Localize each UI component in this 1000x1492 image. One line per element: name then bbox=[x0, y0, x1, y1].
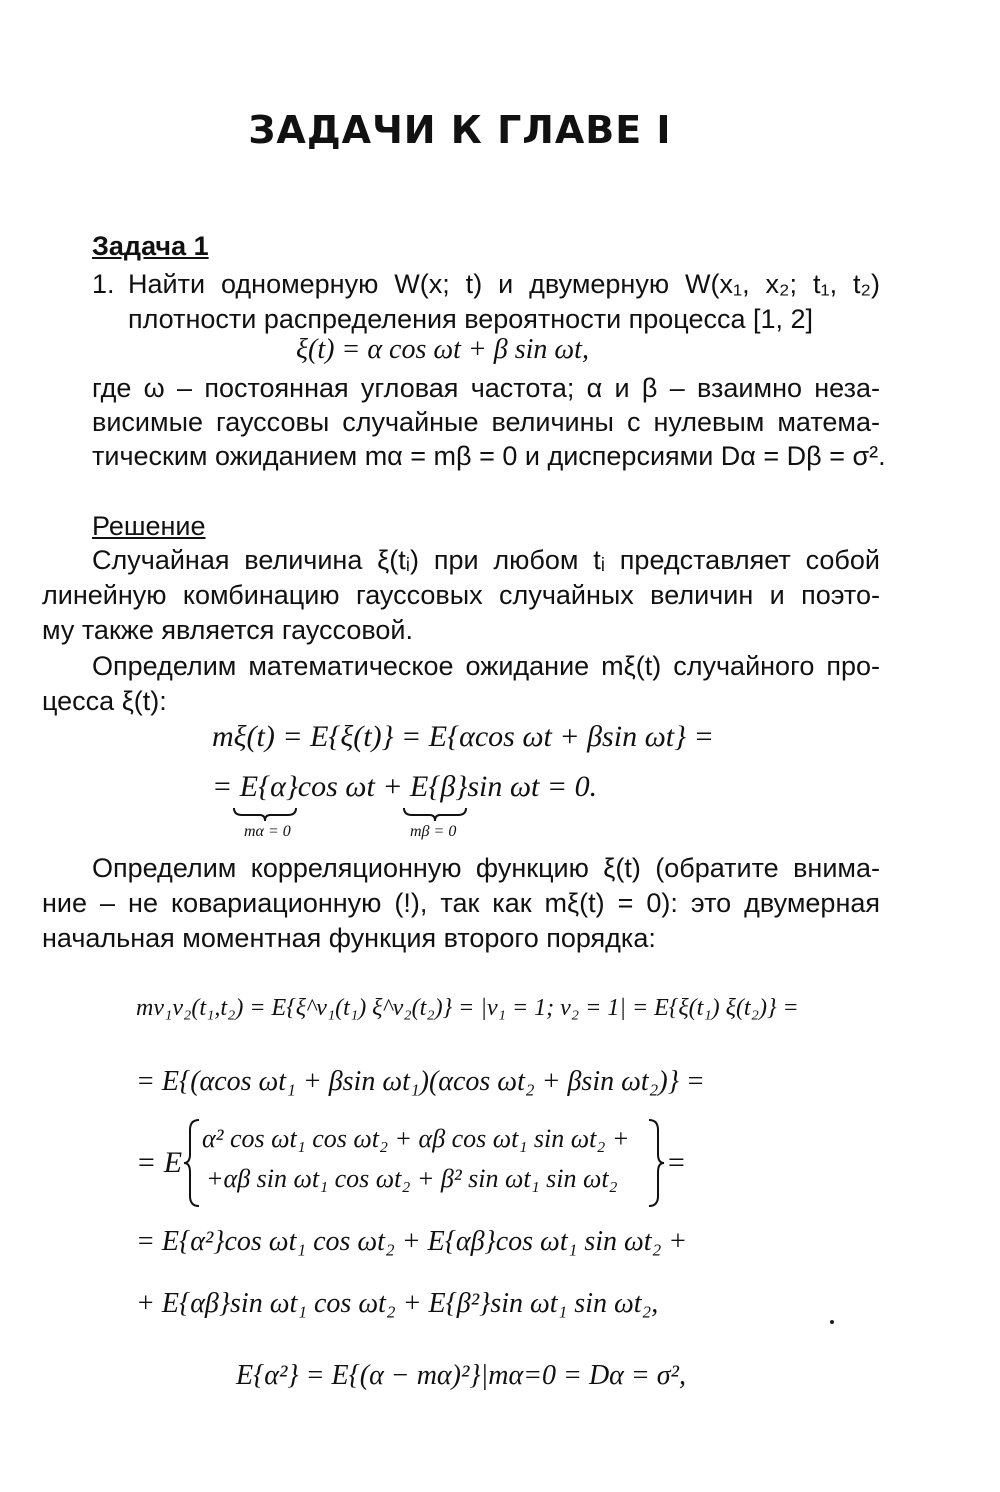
solution-heading: Решение bbox=[92, 511, 206, 541]
corr-equation-3-suffix: = bbox=[666, 1146, 687, 1179]
variance-equation: E{α²} = E{(α − mα)²}|mα=0 = Dα = σ², bbox=[236, 1360, 686, 1391]
underbrace-alpha bbox=[232, 806, 298, 822]
corr-equation-3-prefix: = E bbox=[136, 1146, 183, 1179]
solution-p1-line3: му также является гауссовой. bbox=[42, 615, 413, 645]
task-statement-line2: плотности распределения вероятности процесса [1, 2] bbox=[128, 304, 814, 334]
left-curly-brace bbox=[182, 1118, 202, 1208]
underbrace-beta bbox=[402, 806, 468, 822]
task-where-line1: где ω – постоянная угловая частота; α и β – взаимно неза- bbox=[92, 373, 880, 403]
corr-equation-4: = E{α²}cos ωt₁ cos ωt₂ + E{αβ}cos ωt₁ sin ωt₂ + bbox=[136, 1226, 688, 1257]
solution-p3-line2: ние – не ковариационную (!), так как mξ(t) = 0): это двумерная bbox=[42, 888, 880, 918]
corr-equation-2: = E{(αcos ωt₁ + βsin ωt₁)(αcos ωt₂ + βsin ωt₂)} = bbox=[136, 1066, 705, 1097]
process-formula: ξ(t) = α cos ωt + β sin ωt, bbox=[296, 334, 589, 365]
corr-equation-1: mν₁ν₂(t₁,t₂) = E{ξ^ν₁(t₁) ξ^ν₂(t₂)} = |ν₁ = 1; ν₂ = 1| = E{ξ(t₁) ξ(t₂)} = bbox=[136, 995, 799, 1021]
corr-equation-5: + E{αβ}sin ωt₁ cos ωt₂ + E{β²}sin ωt₁ sin ωt₂, bbox=[136, 1288, 659, 1319]
solution-p1-line2: линейную комбинацию гауссовых случайных величин и поэто- bbox=[42, 580, 880, 610]
task-where-line2: висимые гауссовы случайные величины с нулевым матема- bbox=[92, 407, 880, 437]
task-where-line3: тическим ожиданием mα = mβ = 0 и дисперсиями Dα = Dβ = σ². bbox=[92, 441, 886, 471]
mean-equation-2: = E{α}cos ωt + E{β}sin ωt = 0. bbox=[212, 770, 598, 803]
task-statement-line1: Найти одномерную W(x; t) и двумерную W(x₁, x₂; t₁, t₂) bbox=[128, 269, 880, 299]
solution-p1-line1: Случайная величина ξ(tᵢ) при любом tᵢ представляет собой bbox=[92, 545, 880, 575]
solution-p2-line2: цесса ξ(t): bbox=[42, 686, 167, 716]
underbrace-beta-label: mβ = 0 bbox=[410, 823, 457, 840]
solution-p3-line1: Определим корреляционную функцию ξ(t) (обратите внима- bbox=[92, 853, 880, 883]
chapter-title: ЗАДАЧИ К ГЛАВЕ I bbox=[248, 108, 672, 152]
solution-p2-line1: Определим математическое ожидание mξ(t) случайного про- bbox=[92, 651, 880, 681]
solution-p3-line3: начальная моментная функция второго порядка: bbox=[42, 923, 656, 953]
corr-equation-3b: +αβ sin ωt₁ cos ωt₂ + β² sin ωt₁ sin ωt₂ bbox=[206, 1164, 618, 1193]
task-number: 1. bbox=[92, 269, 115, 299]
task-heading: Задача 1 bbox=[92, 231, 209, 261]
right-curly-brace bbox=[646, 1118, 666, 1208]
mean-equation-1: mξ(t) = E{ξ(t)} = E{αcos ωt + βsin ωt} = bbox=[212, 720, 714, 753]
corr-equation-3a: α² cos ωt₁ cos ωt₂ + αβ cos ωt₁ sin ωt₂ + bbox=[202, 1124, 630, 1153]
stray-dot bbox=[830, 1320, 834, 1324]
underbrace-alpha-label: mα = 0 bbox=[244, 823, 291, 840]
